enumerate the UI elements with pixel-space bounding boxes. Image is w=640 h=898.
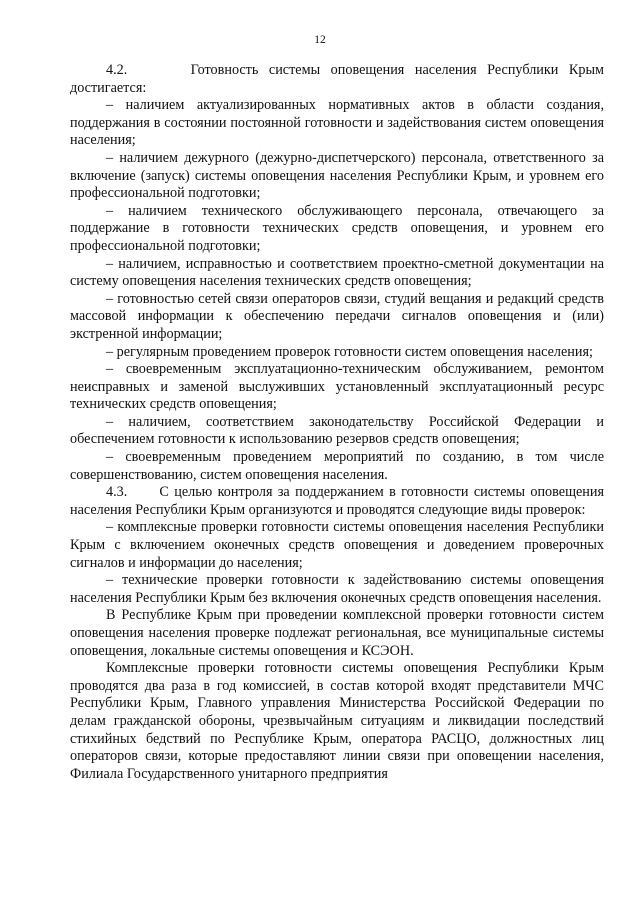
page-number: 12 [314, 34, 326, 46]
list-item: – наличием дежурного (дежурно-диспетчерского) персонала, ответственного за включение (запуск) системы оповещения населения Республики Крым, и уровнем его профессиональной подготовки; [70, 149, 604, 202]
list-item: – своевременным эксплуатационно-техническим обслуживанием, ремонтом неисправных и заменой выслуживших установленный эксплуатационный ресурс технических средств оповещения; [70, 361, 604, 413]
list-item: – регулярным проведением проверок готовности систем оповещения населения; [106, 343, 593, 360]
list-item: – наличием технического обслуживающего персонала, отвечающего за поддержание в готовности технических средств оповещения, и уровнем его профессиональной подготовки; [70, 202, 604, 254]
list-item: – готовностью сетей связи операторов связи, студий вещания и редакций средств массовой информации к обеспечению передачи сигналов оповещения и (или) экстренной информации; [70, 290, 604, 342]
paragraph-4-2: 4.2. Готовность системы оповещения населения Республики Крым достигается: [70, 62, 604, 96]
list-item: – технические проверки готовности к задействованию системы оповещения населения Республики Крым без включения оконечных средств оповещения населения. [70, 572, 604, 606]
list-item: – наличием, исправностью и соответствием проектно-сметной документации на систему оповещения населения технических средств оповещения; [70, 255, 604, 290]
list-item: – наличием актуализированных нормативных актов в области создания, поддержания в состоянии постоянной готовности и задействования систем оповещения населения; [70, 97, 604, 149]
list-item: – наличием, соответствием законодательству Российской Федерации и обеспечением готовности к использованию резервов средств оповещения; [70, 413, 604, 448]
paragraph-4-3: 4.3. С целью контроля за поддержанием в готовности системы оповещения населения Республики Крым организуются и проводятся следующие виды проверок: [70, 484, 604, 518]
document-body [70, 62, 604, 783]
paragraph: Комплексные проверки готовности системы оповещения Республики Крым проводятся два раза в год комиссией, в состав которой входят представители МЧС Республики Крым, Главного управления Министерства Российской Федерации по делам гражданской обороны, чрезвычайным ситуациям и ликвидации последствий стихийных бедствий по Республике Крым, оператора РАСЦО, должностных лиц операторов связи, которые предоставляют линии связи при оповещении населения, Филиала Государственного унитарного предприятия [70, 660, 604, 782]
paragraph: В Республике Крым при проведении комплексной проверки готовности систем оповещения населения проверке подлежат региональная, все муниципальные системы оповещения, локальные системы оповещения и КСЭОН. [70, 607, 604, 659]
list-item: – своевременным проведением мероприятий по созданию, в том числе совершенствованию, систем оповещения населения. [70, 449, 604, 483]
list-item: – комплексные проверки готовности системы оповещения населения Республики Крым с включением оконечных средств оповещения и доведением проверочных сигналов и информации до населения; [70, 519, 604, 571]
